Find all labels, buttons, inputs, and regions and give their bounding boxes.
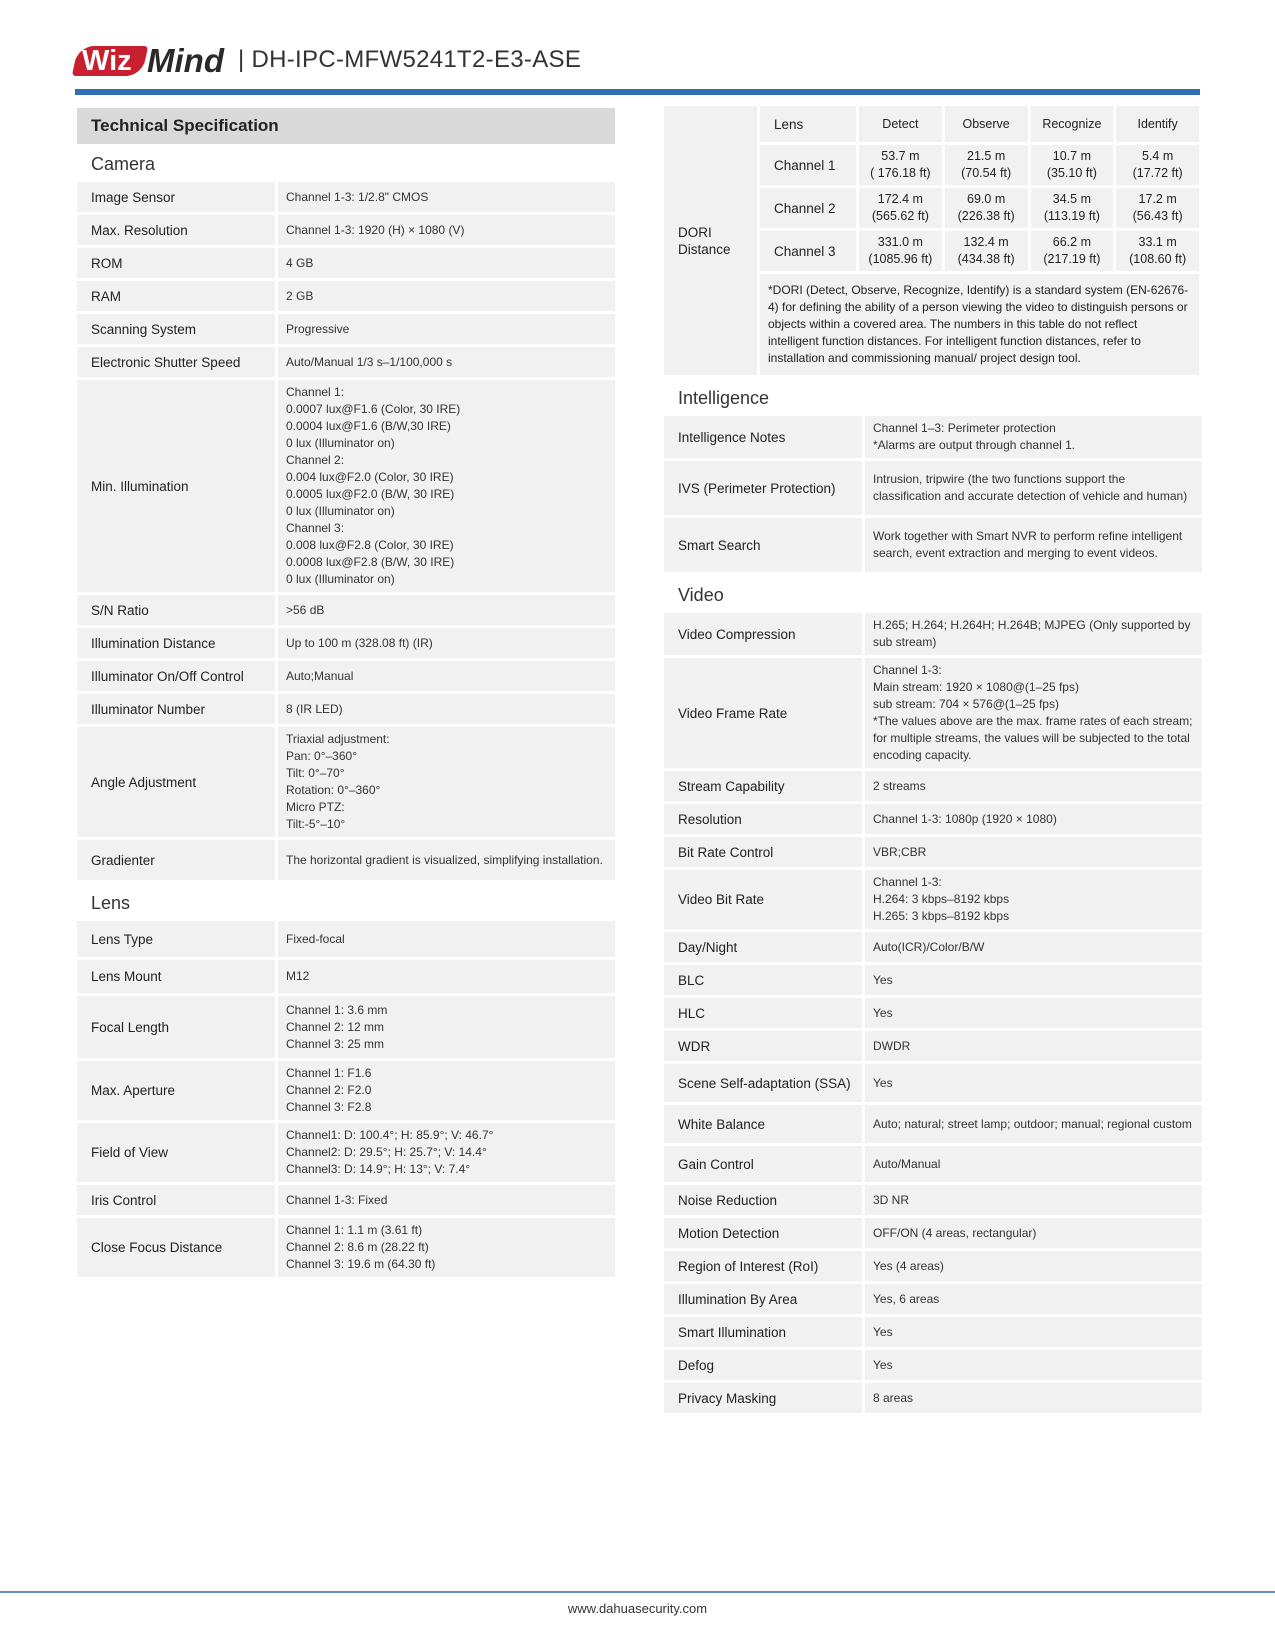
dori-cell: 66.2 m (217.19 ft) (1031, 231, 1114, 271)
dori-channel-label: Channel 1 (760, 145, 856, 185)
spec-label: WDR (664, 1031, 865, 1061)
section-lens-heading: Lens (91, 893, 131, 913)
spec-row (664, 658, 1202, 768)
spec-value: Channel 1: 3.6 mm Channel 2: 12 mm Channel 3: 25 mm (278, 996, 615, 1058)
spec-label: BLC (664, 965, 865, 995)
dori-cell: 69.0 m (226.38 ft) (945, 188, 1028, 228)
spec-value: Channel 1-3: 1080p (1920 × 1080) (865, 804, 1202, 834)
spec-label: Lens Mount (77, 960, 278, 993)
spec-label: Privacy Masking (664, 1383, 865, 1413)
spec-value: Channel 1-3: Fixed (278, 1185, 615, 1215)
spec-row (77, 996, 615, 1058)
spec-value: Yes (4 areas) (865, 1251, 1202, 1281)
spec-row (664, 1350, 1202, 1380)
spec-row (77, 1123, 615, 1182)
spec-value: Yes (865, 1350, 1202, 1380)
spec-row (664, 1218, 1202, 1248)
dori-cell: 331.0 m (1085.96 ft) (859, 231, 942, 271)
spec-row (664, 1251, 1202, 1281)
spec-label: Intelligence Notes (664, 416, 865, 458)
spec-label: Scanning System (77, 314, 278, 344)
spec-label: White Balance (664, 1105, 865, 1143)
spec-row (664, 613, 1202, 655)
camera-table (77, 179, 615, 883)
spec-row (664, 1064, 1202, 1102)
spec-label: Max. Resolution (77, 215, 278, 245)
spec-label: ROM (77, 248, 278, 278)
spec-label: Smart Illumination (664, 1317, 865, 1347)
dori-cell: 33.1 m (108.60 ft) (1116, 231, 1199, 271)
spec-row (664, 870, 1202, 929)
spec-row (664, 932, 1202, 962)
spec-label: Close Focus Distance (77, 1218, 278, 1277)
spec-label: Illumination Distance (77, 628, 278, 658)
right-column (664, 108, 1202, 1416)
spec-value: Channel 1-3: 1920 (H) × 1080 (V) (278, 215, 615, 245)
spec-label: Smart Search (664, 518, 865, 572)
spec-value: Channel 1-3: 1/2.8" CMOS (278, 182, 615, 212)
dori-cell: 34.5 m (113.19 ft) (1031, 188, 1114, 228)
spec-label: Gradienter (77, 840, 278, 880)
spec-row (664, 1031, 1202, 1061)
spec-row (664, 804, 1202, 834)
spec-row (77, 1218, 615, 1277)
spec-value: M12 (278, 960, 615, 993)
spec-row (77, 840, 615, 880)
spec-row (77, 281, 615, 311)
spec-row (664, 416, 1202, 458)
dori-cell: 21.5 m (70.54 ft) (945, 145, 1028, 185)
spec-value: Intrusion, tripwire (the two functions support the classification and accurate detection of vehicle and human) (865, 461, 1202, 515)
spec-value: VBR;CBR (865, 837, 1202, 867)
spec-row (664, 1383, 1202, 1413)
spec-label: Region of Interest (RoI) (664, 1251, 865, 1281)
spec-value: DWDR (865, 1031, 1202, 1061)
spec-label: IVS (Perimeter Protection) (664, 461, 865, 515)
spec-row (664, 1105, 1202, 1143)
spec-value: 8 areas (865, 1383, 1202, 1413)
spec-value: Auto;Manual (278, 661, 615, 691)
spec-value: Auto(ICR)/Color/B/W (865, 932, 1202, 962)
spec-row (664, 1146, 1202, 1182)
wizmind-logo: Wiz Mind (75, 42, 227, 82)
spec-label: Electronic Shutter Speed (77, 347, 278, 377)
dori-channel-label: Channel 3 (760, 231, 856, 271)
dori-cell: 10.7 m (35.10 ft) (1031, 145, 1114, 185)
spec-value: Fixed-focal (278, 921, 615, 957)
dori-cell: 17.2 m (56.43 ft) (1116, 188, 1199, 228)
dori-header-row (664, 106, 1199, 142)
dori-cell: 5.4 m (17.72 ft) (1116, 145, 1199, 185)
spec-label: Bit Rate Control (664, 837, 865, 867)
spec-value: Yes, 6 areas (865, 1284, 1202, 1314)
spec-row (77, 661, 615, 691)
spec-value: Channel 1-3: Main stream: 1920 × 1080@(1–25 fps) sub stream: 704 × 576@(1–25 fps) *The values above are the max. frame rates of each stream; for multiple streams, the values will be subjected to the total encoding capacity. (865, 658, 1202, 768)
spec-label: RAM (77, 281, 278, 311)
dori-cell: 172.4 m (565.62 ft) (859, 188, 942, 228)
spec-value: Work together with Smart NVR to perform refine intelligent search, event extraction and merging to event videos. (865, 518, 1202, 572)
intelligence-table (664, 413, 1202, 575)
spec-title: Technical Specification (77, 108, 615, 144)
spec-row (77, 347, 615, 377)
dori-head-lens: Lens (760, 106, 856, 142)
spec-label: Lens Type (77, 921, 278, 957)
spec-row (664, 965, 1202, 995)
footer-divider (0, 1591, 1275, 1593)
spec-row (77, 960, 615, 993)
spec-label: Iris Control (77, 1185, 278, 1215)
spec-row (664, 1317, 1202, 1347)
model-number: | DH-IPC-MFW5241T2-E3-ASE (238, 46, 582, 73)
spec-value: 3D NR (865, 1185, 1202, 1215)
spec-label: Video Compression (664, 613, 865, 655)
spec-value: >56 dB (278, 595, 615, 625)
spec-row (77, 182, 615, 212)
spec-row (77, 1061, 615, 1120)
spec-row (77, 921, 615, 957)
spec-row (664, 1185, 1202, 1215)
page-header (75, 38, 1200, 84)
header-divider (75, 89, 1200, 95)
section-camera-heading: Camera (91, 154, 156, 174)
section-video-heading: Video (678, 585, 724, 605)
spec-label: Scene Self-adaptation (SSA) (664, 1064, 865, 1102)
spec-value: Auto/Manual 1/3 s–1/100,000 s (278, 347, 615, 377)
spec-value: 4 GB (278, 248, 615, 278)
dori-label: DORI Distance (664, 106, 757, 375)
spec-value: Auto; natural; street lamp; outdoor; manual; regional custom (865, 1105, 1202, 1143)
spec-label: Video Bit Rate (664, 870, 865, 929)
lens-table (77, 918, 615, 1280)
spec-label: Gain Control (664, 1146, 865, 1182)
spec-value: The horizontal gradient is visualized, simplifying installation. (278, 840, 615, 880)
spec-label: HLC (664, 998, 865, 1028)
spec-label: Min. Illumination (77, 380, 278, 592)
spec-value: H.265; H.264; H.264H; H.264B; MJPEG (Only supported by sub stream) (865, 613, 1202, 655)
spec-value: 2 GB (278, 281, 615, 311)
spec-label: Defog (664, 1350, 865, 1380)
dori-table (661, 103, 1202, 378)
spec-label: Stream Capability (664, 771, 865, 801)
spec-row (664, 1284, 1202, 1314)
spec-row (77, 628, 615, 658)
spec-row (77, 1185, 615, 1215)
spec-row (77, 248, 615, 278)
spec-row (77, 694, 615, 724)
dori-head-observe: Observe (945, 106, 1028, 142)
spec-label: Illuminator On/Off Control (77, 661, 278, 691)
spec-row (77, 314, 615, 344)
spec-value: Channel 1: 0.0007 lux@F1.6 (Color, 30 IRE) 0.0004 lux@F1.6 (B/W,30 IRE) 0 lux (Illuminator on) Channel 2: 0.004 lux@F2.0 (Color, 30 IRE) 0.0005 lux@F2.0 (B/W, 30 IRE) 0 lux (Illuminator on) Channel 3: 0.008 lux@F2.8 (Color, 30 IRE) 0.0008 lux@F2.8 (B/W, 30 IRE) 0 lux (Illuminator on) (278, 380, 615, 592)
spec-label: S/N Ratio (77, 595, 278, 625)
spec-label: Resolution (664, 804, 865, 834)
spec-value: 2 streams (865, 771, 1202, 801)
spec-value: Auto/Manual (865, 1146, 1202, 1182)
spec-label: Field of View (77, 1123, 278, 1182)
spec-label: Focal Length (77, 996, 278, 1058)
spec-value: Channel 1: 1.1 m (3.61 ft) Channel 2: 8.6 m (28.22 ft) Channel 3: 19.6 m (64.30 ft) (278, 1218, 615, 1277)
dori-head-detect: Detect (859, 106, 942, 142)
spec-value: Channel1: D: 100.4°; H: 85.9°; V: 46.7° Channel2: D: 29.5°; H: 25.7°; V: 14.4° Channel3: D: 14.9°; H: 13°; V: 7.4° (278, 1123, 615, 1182)
spec-row (77, 727, 615, 837)
spec-label: Noise Reduction (664, 1185, 865, 1215)
spec-value: Channel 1–3: Perimeter protection *Alarms are output through channel 1. (865, 416, 1202, 458)
spec-label: Illumination By Area (664, 1284, 865, 1314)
spec-value: OFF/ON (4 areas, rectangular) (865, 1218, 1202, 1248)
spec-label: Day/Night (664, 932, 865, 962)
footer-url: www.dahuasecurity.com (567, 1601, 708, 1616)
dori-note: *DORI (Detect, Observe, Recognize, Identify) is a standard system (EN-62676-4) for defining the ability of a person viewing the video to distinguish persons or objects within a covered area. The numbers in this table do not reflect intelligent function distances. For intelligent function distances, refer to installation and commissioning manual/ project design tool. (760, 274, 1199, 375)
spec-value: Yes (865, 1317, 1202, 1347)
spec-value: Yes (865, 998, 1202, 1028)
spec-value: Yes (865, 1064, 1202, 1102)
spec-label: Motion Detection (664, 1218, 865, 1248)
spec-value: Progressive (278, 314, 615, 344)
section-intelligence-heading: Intelligence (678, 388, 770, 408)
spec-value: Up to 100 m (328.08 ft) (IR) (278, 628, 615, 658)
spec-label: Illuminator Number (77, 694, 278, 724)
spec-row (77, 595, 615, 625)
spec-label: Image Sensor (77, 182, 278, 212)
spec-label: Angle Adjustment (77, 727, 278, 837)
video-table (664, 610, 1202, 1416)
spec-row (664, 837, 1202, 867)
spec-row (77, 215, 615, 245)
dori-head-identify: Identify (1116, 106, 1199, 142)
dori-cell: 132.4 m (434.38 ft) (945, 231, 1028, 271)
spec-row (664, 998, 1202, 1028)
spec-value: 8 (IR LED) (278, 694, 615, 724)
spec-row (664, 518, 1202, 572)
spec-row (664, 461, 1202, 515)
dori-channel-label: Channel 2 (760, 188, 856, 228)
spec-value: Triaxial adjustment: Pan: 0°–360° Tilt: 0°–70° Rotation: 0°–360° Micro PTZ: Tilt:-5°–10° (278, 727, 615, 837)
spec-value: Channel 1: F1.6 Channel 2: F2.0 Channel 3: F2.8 (278, 1061, 615, 1120)
spec-value: Channel 1-3: H.264: 3 kbps–8192 kbps H.265: 3 kbps–8192 kbps (865, 870, 1202, 929)
spec-label: Max. Aperture (77, 1061, 278, 1120)
spec-label: Video Frame Rate (664, 658, 865, 768)
spec-row (77, 380, 615, 592)
spec-value: Yes (865, 965, 1202, 995)
dori-head-recognize: Recognize (1031, 106, 1114, 142)
dori-cell: 53.7 m ( 176.18 ft) (859, 145, 942, 185)
left-column (77, 108, 615, 1280)
spec-row (664, 771, 1202, 801)
